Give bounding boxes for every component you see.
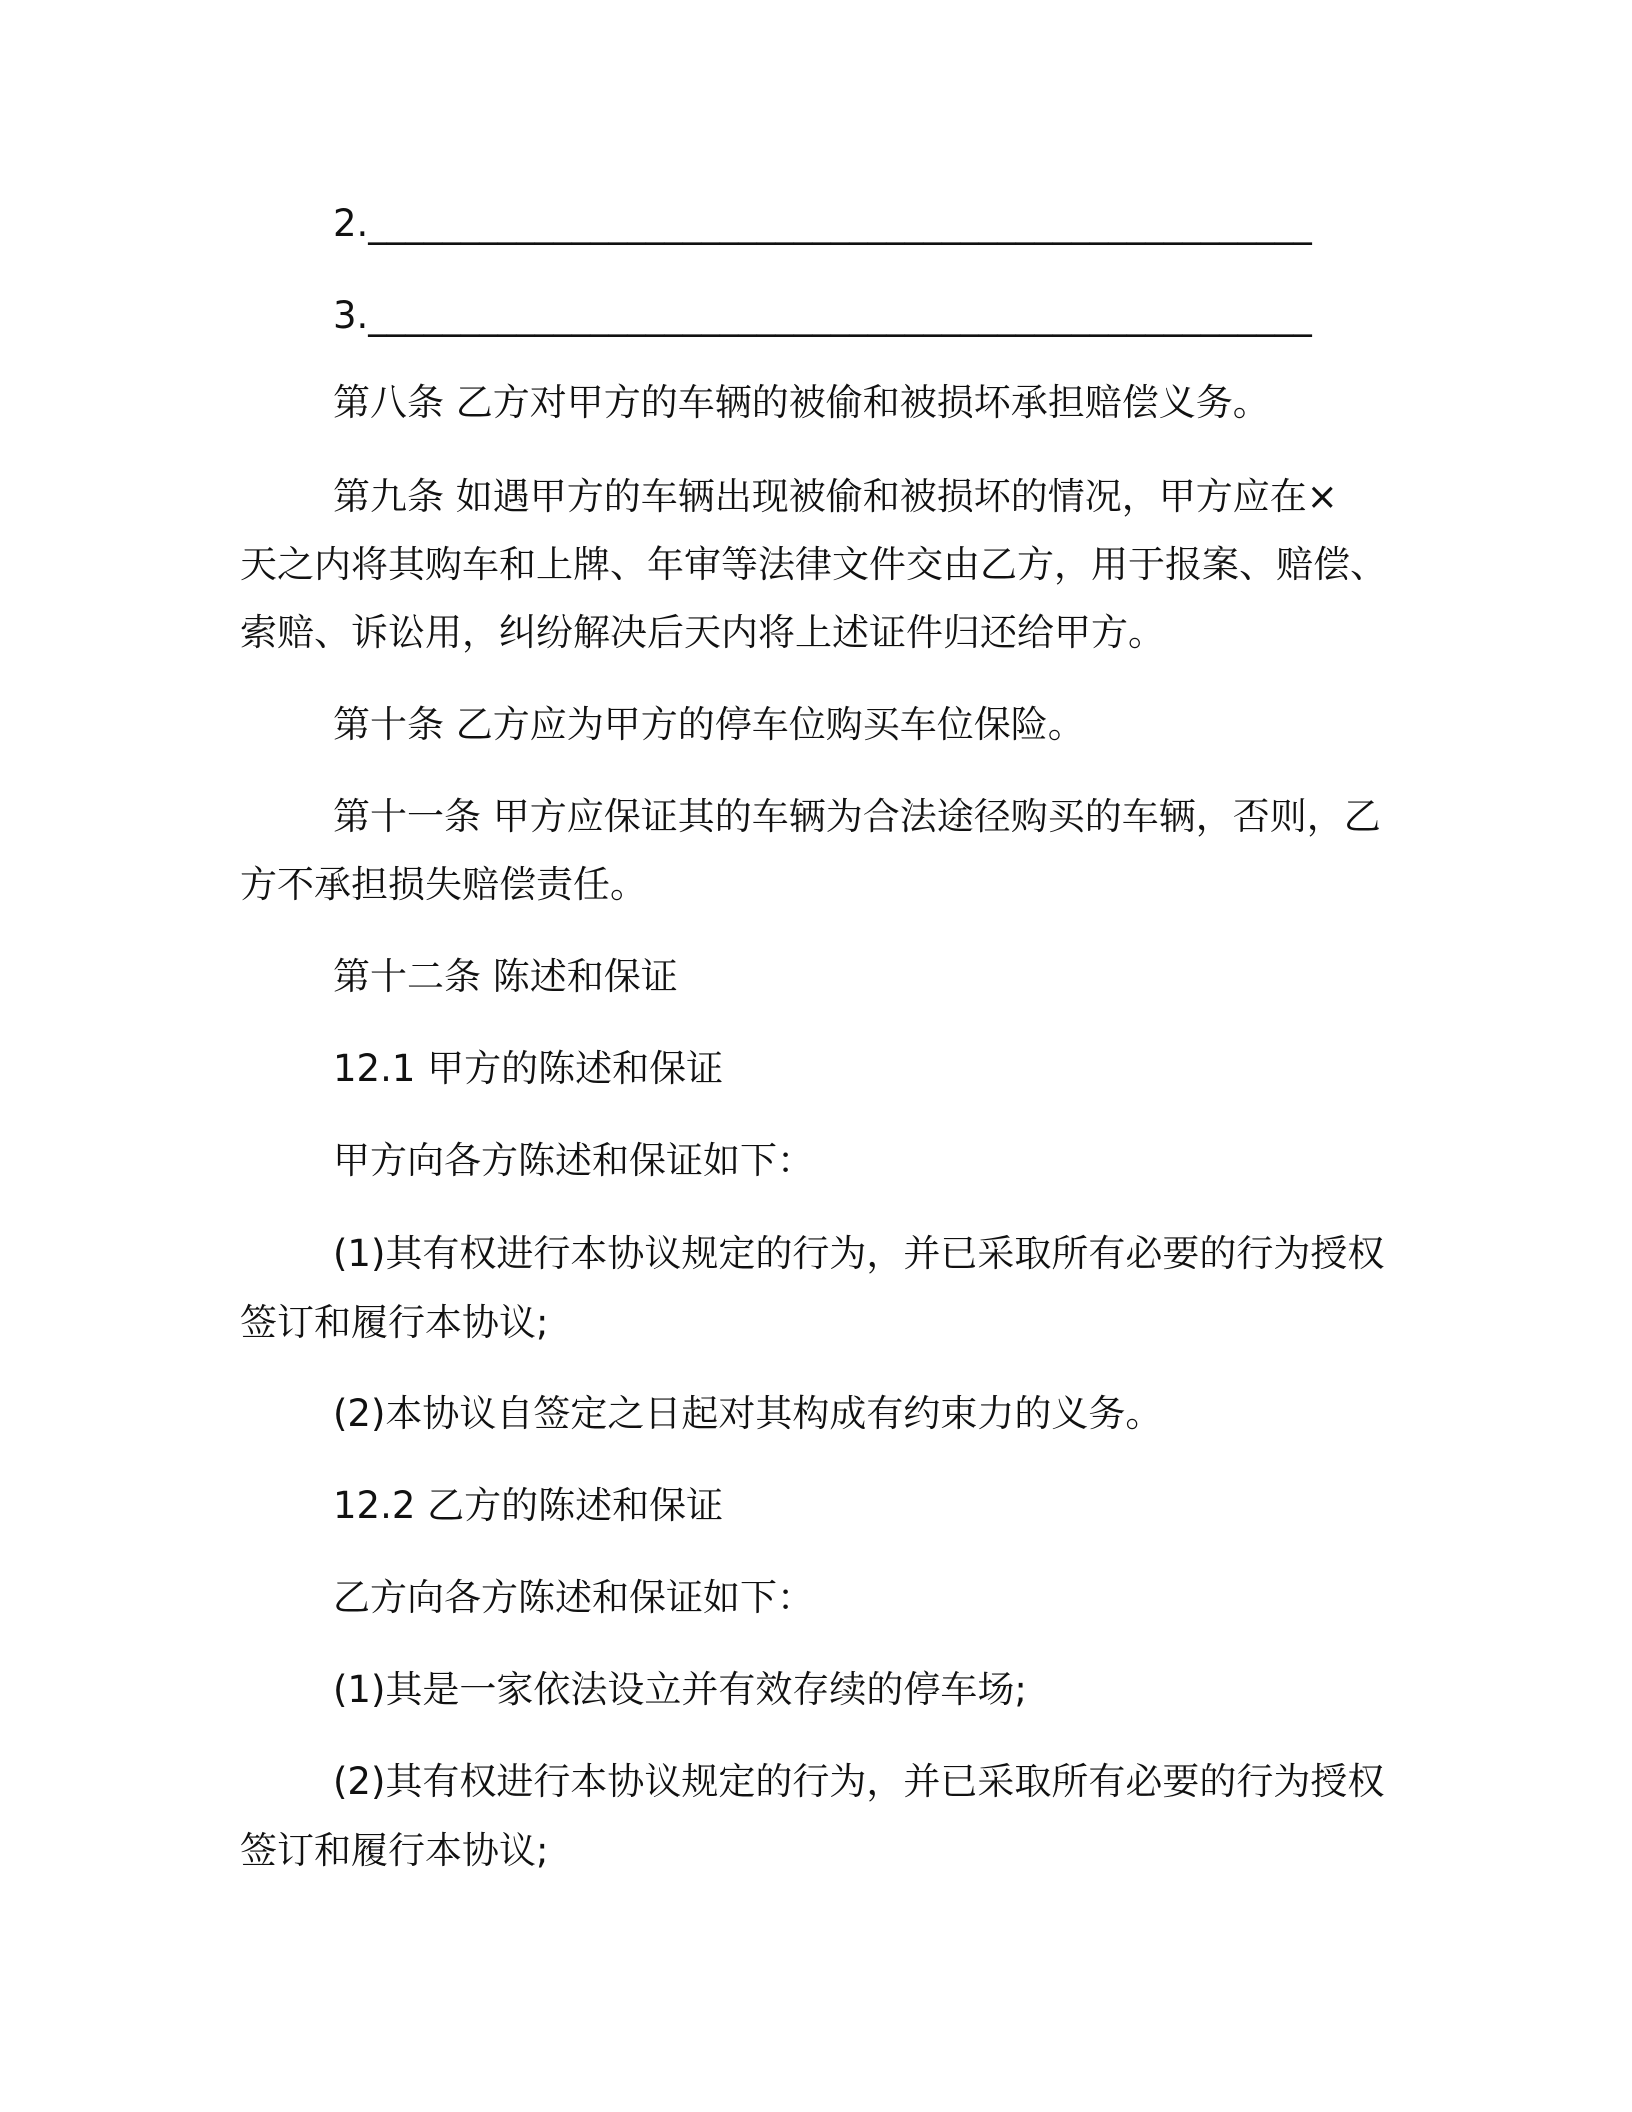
article-10: 第十条 乙方应为甲方的停车位购买车位保险。: [333, 703, 1085, 746]
blank-line-2: 2.___________________________________________________: [333, 202, 1312, 245]
section-12-1-title: 12.1 甲方的陈述和保证: [333, 1047, 724, 1090]
party-a-item-1-line-1: (1)其有权进行本协议规定的行为，并已采取所有必要的行为授权: [333, 1232, 1385, 1275]
party-b-item-2-line-1: (2)其有权进行本协议规定的行为，并已采取所有必要的行为授权: [333, 1760, 1385, 1803]
party-a-item-2: (2)本协议自签定之日起对其构成有约束力的义务。: [333, 1392, 1163, 1435]
article-9-line-2: 天之内将其购车和上牌、年审等法律文件交由乙方，用于报案、赔偿、: [240, 543, 1387, 586]
article-9-line-3: 索赔、诉讼用，纠纷解决后天内将上述证件归还给甲方。: [240, 611, 1165, 654]
article-8: 第八条 乙方对甲方的车辆的被偷和被损坏承担赔偿义务。: [333, 381, 1270, 424]
section-12-2-title: 12.2 乙方的陈述和保证: [333, 1484, 724, 1527]
party-a-intro: 甲方向各方陈述和保证如下：: [333, 1139, 814, 1182]
party-b-item-1: (1)其是一家依法设立并有效存续的停车场;: [333, 1668, 1027, 1711]
article-12-title: 第十二条 陈述和保证: [333, 955, 678, 998]
party-a-item-1-line-2: 签订和履行本协议;: [240, 1301, 549, 1344]
article-11-line-2: 方不承担损失赔偿责任。: [240, 863, 647, 906]
blank-line-3: 3.___________________________________________________: [333, 294, 1312, 337]
article-11-line-1: 第十一条 甲方应保证其的车辆为合法途径购买的车辆，否则，乙: [333, 795, 1381, 838]
party-b-item-2-line-2: 签订和履行本协议;: [240, 1829, 549, 1872]
party-b-intro: 乙方向各方陈述和保证如下：: [333, 1576, 814, 1619]
article-9-line-1: 第九条 如遇甲方的车辆出现被偷和被损坏的情况，甲方应在×: [333, 475, 1338, 518]
